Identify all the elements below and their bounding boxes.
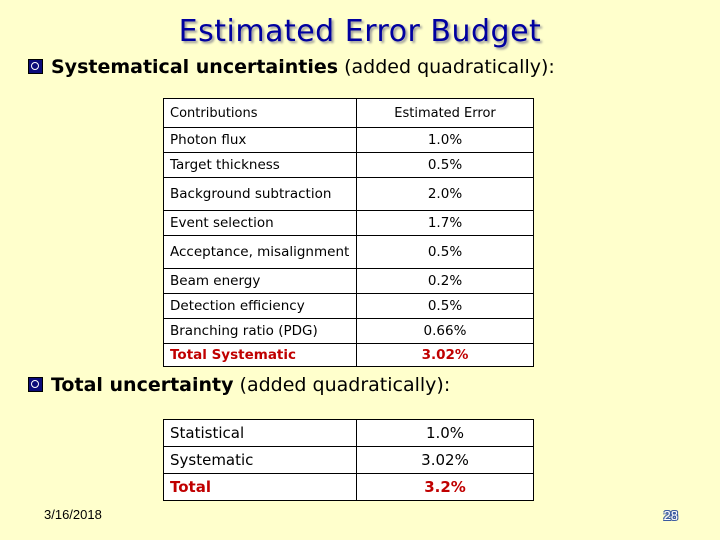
table-row [164,236,534,269]
table-row [164,447,534,474]
bullet-icon [28,377,43,392]
page-number: 28 [663,508,678,523]
total-heading-bold: Total uncertainty [51,374,234,396]
table-row [164,211,534,236]
systematic-heading-bold: Systematical uncertainties [51,56,339,78]
total-uncertainty-label: Total [164,474,357,501]
total-systematic-value: 3.02% [357,344,534,367]
uncertainty-label: Systematic [164,447,357,474]
contribution-value: 0.2% [357,269,534,294]
table-row [164,294,534,319]
systematic-heading [28,56,555,78]
contribution-value: 1.0% [357,128,534,153]
table-header-row [164,99,534,128]
uncertainty-value: 3.02% [357,447,534,474]
contributions-header: Contributions [164,99,357,128]
contribution-value: 1.7% [357,211,534,236]
table-row [164,344,534,367]
table-row [164,269,534,294]
table-row [164,128,534,153]
contribution-label: Detection efficiency [164,294,357,319]
contribution-label: Photon flux [164,128,357,153]
uncertainty-value: 1.0% [357,420,534,447]
total-systematic-label: Total Systematic [164,344,357,367]
contribution-label: Beam energy [164,269,357,294]
slide-title: Estimated Error Budget [178,14,542,49]
uncertainty-label: Statistical [164,420,357,447]
contribution-value: 0.5% [357,153,534,178]
total-uncertainty-value: 3.2% [357,474,534,501]
estimated-error-header: Estimated Error [357,99,534,128]
total-uncertainty-table [163,419,534,501]
contribution-label: Branching ratio (PDG) [164,319,357,344]
table-row [164,153,534,178]
systematic-heading-rest: (added quadratically): [338,56,555,78]
contribution-label: Target thickness [164,153,357,178]
contribution-label: Background subtraction [164,178,357,211]
contribution-value: 0.66% [357,319,534,344]
contribution-value: 2.0% [357,178,534,211]
contribution-value: 0.5% [357,294,534,319]
table-row [164,319,534,344]
contribution-value: 0.5% [357,236,534,269]
contribution-label: Acceptance, misalignment [164,236,357,269]
systematic-budget-table [163,98,534,367]
table-row [164,474,534,501]
bullet-icon [28,59,43,74]
footer-date: 3/16/2018 [44,507,102,522]
total-heading-rest: (added quadratically): [233,374,451,396]
contribution-label: Event selection [164,211,357,236]
table-row [164,420,534,447]
total-heading [28,374,450,396]
table-row [164,178,534,211]
